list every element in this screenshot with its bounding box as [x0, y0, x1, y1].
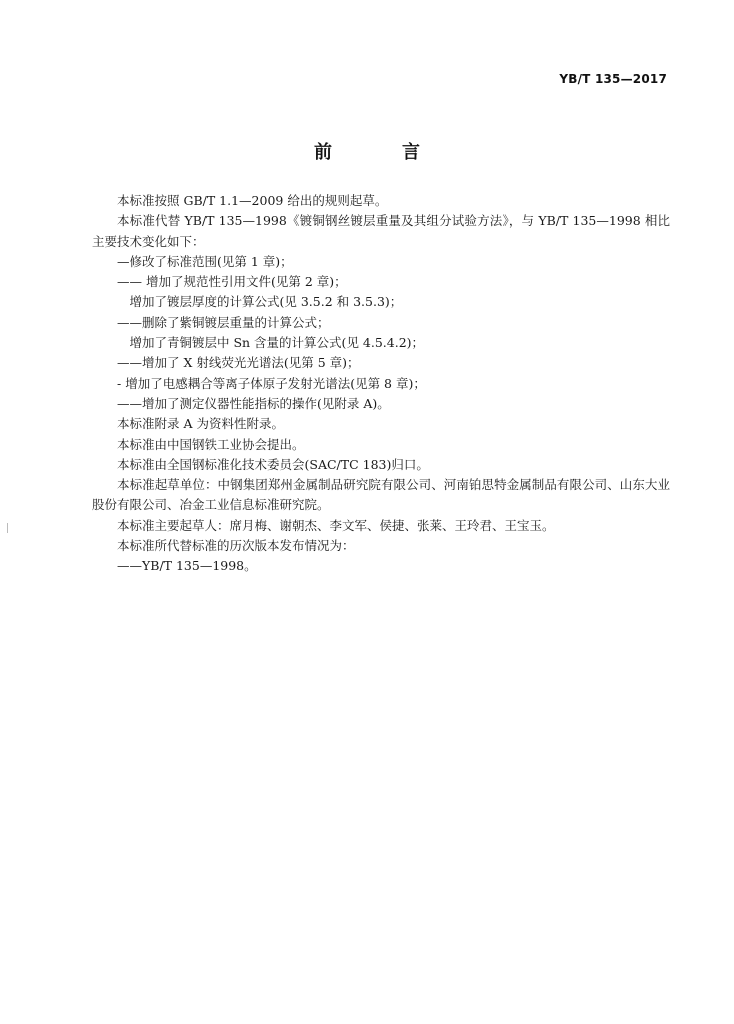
paragraph-drafting-rule: 本标准按照 GB/T 1.1—2009 给出的规则起草。	[117, 193, 388, 208]
history-item: ——YB/T 135—1998。	[117, 558, 257, 574]
paragraph-replacement: 本标准代替 YB/T 135—1998《镀铜钢丝镀层重量及其组分试验方法》，与 YB/T 135—1998 相比主要技术变化如下：	[92, 213, 670, 249]
change-item: ——增加了测定仪器性能指标的操作(见附录 A)。	[117, 395, 390, 411]
paragraph-drafting-units: 本标准起草单位：中钢集团郑州金属制品研究院有限公司、河南铂思特金属制品有限公司、山东大业股份有限公司、冶金工业信息标准研究院。	[92, 477, 670, 513]
paragraph-appendix: 本标准附录 A 为资料性附录。	[117, 416, 284, 432]
change-item: 增加了镀层厚度的计算公式(见 3.5.2 和 3.5.3)；	[117, 294, 403, 310]
change-item: 增加了青铜镀层中 Sn 含量的计算公式(见 4.5.4.2)；	[117, 335, 425, 351]
change-item: ——删除了紫铜镀层重量的计算公式；	[117, 314, 330, 330]
standard-code: YB/T 135—2017	[559, 72, 667, 86]
change-item: —修改了标准范围(见第 1 章)；	[117, 253, 293, 269]
paragraph-drafters: 本标准主要起草人：席月梅、谢朝杰、李文军、侯捷、张莱、王玲君、王宝玉。	[117, 517, 555, 533]
change-item: —— 增加了规范性引用文件(见第 2 章)；	[117, 274, 347, 290]
page-title: 前 言	[314, 142, 446, 163]
paragraph-committee: 本标准由全国钢标准化技术委员会(SAC/TC 183)归口。	[117, 456, 429, 472]
change-item: ——增加了 X 射线荧光光谱法(见第 5 章)；	[117, 355, 360, 371]
foreword-body	[92, 191, 670, 577]
scan-mark	[7, 523, 8, 533]
change-item: - 增加了电感耦合等离子体原子发射光谱法(见第 8 章)；	[117, 375, 426, 391]
paragraph-history: 本标准所代替标准的历次版本发布情况为：	[117, 538, 355, 554]
paragraph-proposer: 本标准由中国钢铁工业协会提出。	[117, 436, 305, 452]
